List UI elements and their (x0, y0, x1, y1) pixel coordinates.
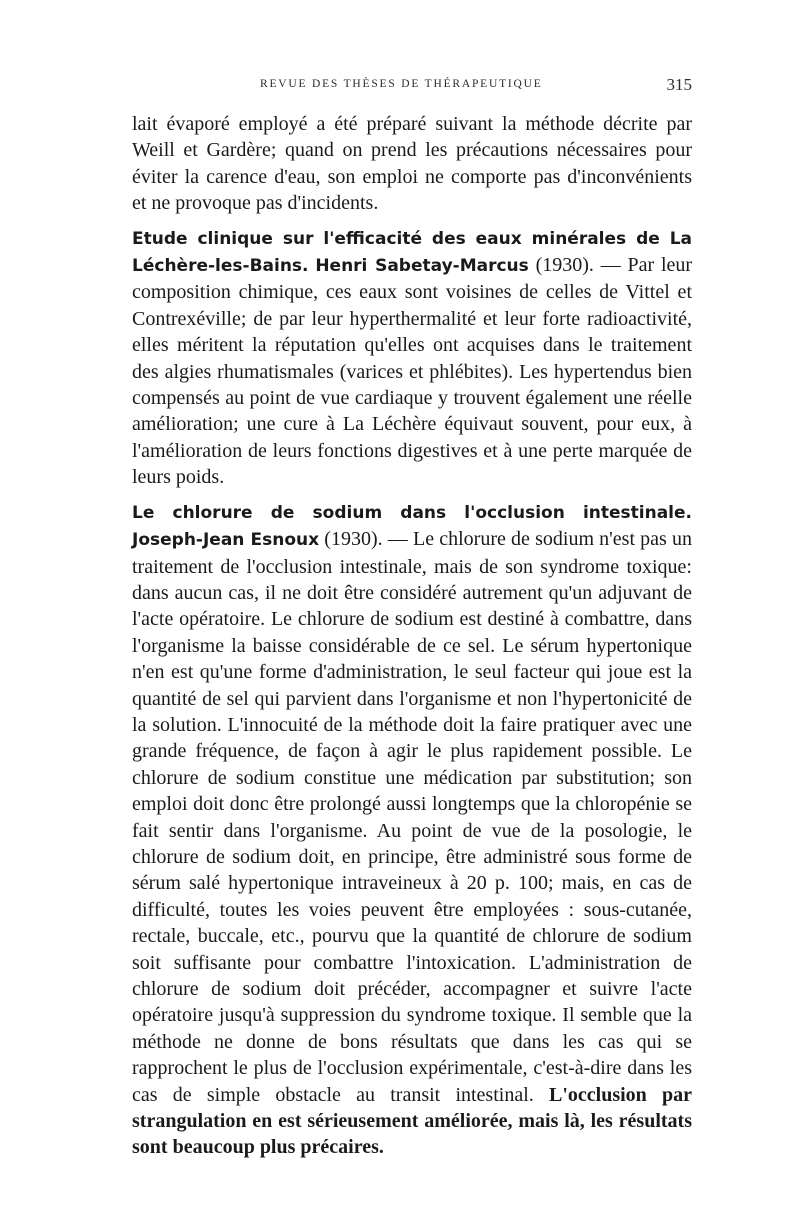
entry-year: (1930). (324, 528, 383, 551)
page-number: 315 (666, 75, 692, 94)
entry-year: (1930). (535, 254, 594, 277)
running-title: REVUE DES THÈSES DE THÉRAPEUTIQUE (260, 78, 543, 90)
thesis-entry-lechere (132, 225, 692, 491)
paragraph-continuation (132, 111, 692, 217)
thesis-entry-chlorure (132, 499, 692, 1161)
entry-bold-conclusion: L'occlusion par strangulation en est sérieusement améliorée, mais là, les résultats sont beaucoup plus précaires. (132, 1083, 692, 1159)
entry-text: — Par leur composition chimique, ces eaux sont voisines de celles de Vittel et Contrexéville; de par leur hyperthermalité et leur forte radioactivité, elles méritent la réputation qu'elles ont acquises dans le traitement des algies rhumatismales (varices et phlébites). Les hypertendus bien compensés au point de vue cardiaque y trouvent également une réelle amélioration; une cure à La Léchère équivaut souvent, pour eux, à l'amélioration de leurs fonctions digestives et à une perte marquée de leurs poids. (132, 254, 693, 489)
page-header (132, 75, 692, 98)
entry-title: Etude clinique sur l'efficacité des eaux minérales de La Léchère-les-Bains. (132, 228, 692, 277)
body-text (132, 111, 692, 1161)
entry-text: — Le chlorure de sodium n'est pas un traitement de l'occlusion intestinale, mais de son syndrome toxique: dans aucun cas, il ne doit être considéré autrement qu'un adjuvant de l'acte opératoire. Le chlorure de sodium est destiné à combattre, dans l'organisme la baisse considérable de ce sel. Le sérum hypertonique n'en est qu'une forme d'administration, le seul facteur qui joue est la quantité de sel qui parvient dans l'organisme et non l'hypertonicité de la solution. L'innocuité de la méthode doit la faire pratiquer avec une grande fréquence, de façon à agir le plus rapidement possible. Le chlorure de sodium constitue une médication par substitution; son emploi doit donc être prolongé aussi longtemps que la chloropénie se fait sentir dans l'organisme. Au point de vue de la posologie, le chlorure de sodium doit, en principe, être administré sous forme de sérum salé hypertonique intraveineux à 20 p. 100; mais, en cas de difficulté, toutes les voies peuvent être employées : sous-cutanée, rectale, buccale, etc., pourvu que la quantité de chlorure de sodium soit suffisante pour combattre l'intoxication. L'administration de chlorure de sodium doit précéder, accompagner et suivre l'acte opératoire jusqu'à suppression du syndrome toxique. Il semble que la méthode ne donne de bons résultats que dans les cas qui se rapprochent le plus de l'occlusion expérimentale, c'est-à-dire dans les cas de simple obstacle au transit intestinal. (132, 528, 693, 1106)
paragraph-text: lait évaporé employé a été préparé suivant la méthode décrite par Weill et Gardère; quand on prend les précautions nécessaires pour éviter la carence d'eau, son emploi ne comporte pas d'inconvénients et ne provoque pas d'incidents. (132, 113, 692, 215)
entry-title: Le chlorure de sodium dans l'occlusion intestinale. (132, 502, 692, 523)
entry-author: Henri Sabetay-Marcus (315, 256, 529, 277)
entry-author: Joseph-Jean Esnoux (132, 530, 320, 551)
